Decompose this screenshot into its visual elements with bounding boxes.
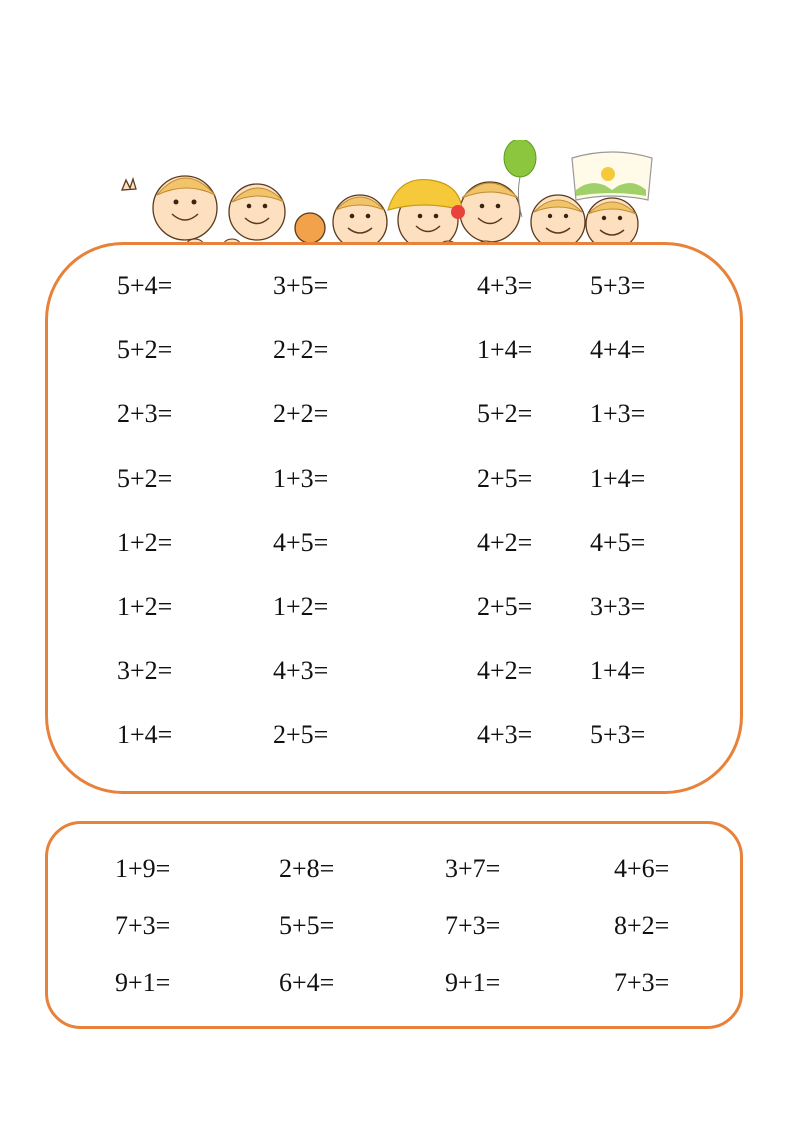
addition-problem: 4+3= <box>477 271 533 300</box>
addition-problem: 6+4= <box>279 968 335 997</box>
addition-problem: 1+2= <box>117 527 173 557</box>
addition-problem: 4+3= <box>273 656 329 686</box>
addition-problem: 4+6= <box>614 854 670 883</box>
addition-problem: 1+3= <box>590 399 646 429</box>
addition-problem: 7+3= <box>445 911 501 940</box>
addition-problem: 5+5= <box>279 911 335 940</box>
addition-problem: 7+3= <box>614 968 670 997</box>
hat-flower <box>451 205 465 219</box>
addition-problem: 1+9= <box>115 854 171 883</box>
addition-problem: 2+2= <box>273 335 329 365</box>
addition-problem: 5+2= <box>117 463 173 493</box>
addition-problem: 5+3= <box>590 271 646 300</box>
addition-problem: 8+2= <box>614 911 670 940</box>
addition-problem: 9+1= <box>445 968 501 997</box>
addition-problem: 5+2= <box>117 335 173 365</box>
addition-problem: 4+5= <box>273 527 329 557</box>
addition-problem: 1+4= <box>590 656 646 686</box>
addition-problem: 4+3= <box>477 720 533 750</box>
addition-problem: 2+5= <box>477 463 533 493</box>
addition-problem: 1+4= <box>590 463 646 493</box>
addition-problem: 2+3= <box>117 399 173 429</box>
yellow-hat <box>388 180 462 210</box>
children-banner-illustration <box>110 140 680 252</box>
landscape-picture-sign <box>572 152 652 200</box>
addition-problem: 1+3= <box>273 463 329 493</box>
addition-problem: 2+5= <box>273 720 329 750</box>
addition-problem: 2+2= <box>273 399 329 429</box>
addition-problem: 5+4= <box>117 271 173 300</box>
addition-problem: 2+8= <box>279 854 335 883</box>
addition-problem: 9+1= <box>115 968 171 997</box>
addition-problem: 3+7= <box>445 854 501 883</box>
addition-problem: 1+4= <box>477 335 533 365</box>
addition-problem: 3+3= <box>590 592 646 621</box>
addition-problem: 1+4= <box>117 720 173 750</box>
addition-problem: 4+4= <box>590 335 646 365</box>
addition-problem: 4+2= <box>477 527 533 557</box>
addition-problem: 5+3= <box>590 720 646 750</box>
addition-problem: 2+5= <box>477 592 533 621</box>
addition-problem: 1+2= <box>273 592 329 621</box>
addition-problem: 7+3= <box>115 911 171 940</box>
addition-problem: 3+5= <box>273 271 329 300</box>
top-exercise-panel <box>45 242 743 794</box>
addition-problem: 3+2= <box>117 656 173 686</box>
addition-problem: 5+2= <box>477 399 533 429</box>
addition-problem: 4+2= <box>477 656 533 686</box>
green-balloon <box>504 140 536 177</box>
addition-problem: 1+2= <box>117 592 173 621</box>
addition-problem: 4+5= <box>590 527 646 557</box>
